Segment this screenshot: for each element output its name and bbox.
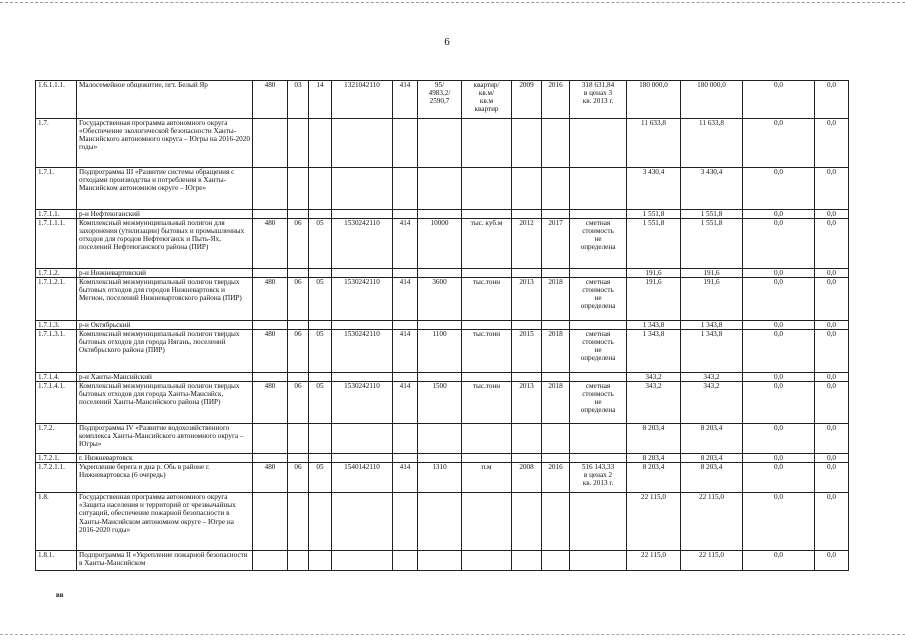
cell-funding-total: 191,6 <box>627 278 681 321</box>
cell-start-year <box>512 168 542 210</box>
cell-estimated-cost: сметная стоимость не определена <box>570 330 627 373</box>
cell-object-name: Комплексный межмуниципальный полигон твердых бытовых отходов для городов Нижневартовск и Мегион, поселений Нижневартовского района (ПИР) <box>77 278 253 321</box>
cell-section: 06 <box>288 463 309 493</box>
cell-subsection <box>309 551 332 571</box>
cell-funding-federal: 0,0 <box>743 551 815 571</box>
cell-funding-federal: 0,0 <box>743 463 815 493</box>
table-row <box>36 219 849 269</box>
cell-funding-total: 180 000,0 <box>627 81 681 119</box>
cell-funding-region: 1 343,8 <box>681 321 743 330</box>
cell-capacity-unit: тыс.тонн <box>462 382 512 424</box>
cell-subsection <box>309 373 332 382</box>
cell-target-article: 1540142110 <box>332 463 393 493</box>
cell-funding-federal: 0,0 <box>743 330 815 373</box>
cell-funding-federal: 0,0 <box>743 269 815 278</box>
cell-subsection <box>309 424 332 454</box>
cell-funding-region: 343,2 <box>681 373 743 382</box>
cell-number: 1.7.1.2.1. <box>36 278 77 321</box>
cell-expense-type <box>393 373 418 382</box>
cell-expense-type <box>393 119 418 168</box>
cell-funding-total: 22 115,0 <box>627 493 681 551</box>
cell-funding-local: 0,0 <box>815 219 849 269</box>
cell-funding-region: 343,2 <box>681 382 743 424</box>
cell-target-article <box>332 269 393 278</box>
cell-funding-local: 0,0 <box>815 81 849 119</box>
cell-capacity-unit: тыс.тонн <box>462 278 512 321</box>
cell-object-name: Комплексный межмуниципальный полигон твердых бытовых отходов для города Ханты-Мансийск, поселений Ханты-Мансийского района (ПИР) <box>77 382 253 424</box>
table-row <box>36 424 849 454</box>
cell-object-name: Государственная программа автономного округа «Защита населения и территорий от чрезвычайных ситуаций, обеспечение пожарной безопасности в Ханты-Мансийском автономном округе – Югре на 2016-2020 годы» <box>77 493 253 551</box>
footer-mark: вв <box>56 591 64 599</box>
cell-funding-local: 0,0 <box>815 463 849 493</box>
cell-funding-local: 0,0 <box>815 330 849 373</box>
cell-capacity <box>418 454 462 463</box>
cell-funding-local: 0,0 <box>815 493 849 551</box>
cell-estimated-cost: 516 143,33 в ценах 2 кв. 2013 г. <box>570 463 627 493</box>
cell-capacity <box>418 551 462 571</box>
cell-number: 1.6.1.1.1. <box>36 81 77 119</box>
cell-capacity <box>418 210 462 219</box>
cell-funding-local: 0,0 <box>815 269 849 278</box>
cell-capacity: 10000 <box>418 219 462 269</box>
scan-edge-bottom <box>0 634 905 635</box>
cell-funding-total: 1 551,8 <box>627 210 681 219</box>
cell-section: 06 <box>288 219 309 269</box>
cell-end-year <box>542 454 570 463</box>
cell-object-name: Укрепление берега и дна р. Обь в районе г. Нижневартовска (6 очередь) <box>77 463 253 493</box>
cell-funding-region: 180 000,0 <box>681 81 743 119</box>
cell-estimated-cost: 318 631,84 в ценах 3 кв. 2013 г. <box>570 81 627 119</box>
cell-estimated-cost <box>570 551 627 571</box>
cell-target-article <box>332 551 393 571</box>
cell-expense-type <box>393 321 418 330</box>
table-row <box>36 493 849 551</box>
cell-ministry-code <box>253 168 288 210</box>
cell-target-article <box>332 424 393 454</box>
cell-subsection: 14 <box>309 81 332 119</box>
cell-funding-local: 0,0 <box>815 168 849 210</box>
cell-subsection <box>309 493 332 551</box>
cell-number: 1.7.1.4. <box>36 373 77 382</box>
cell-funding-total: 8 203,4 <box>627 454 681 463</box>
cell-subsection <box>309 119 332 168</box>
cell-object-name: Подпрограмма II «Укрепление пожарной безопасности в Ханты-Мансийском <box>77 551 253 571</box>
cell-funding-total: 8 203,4 <box>627 424 681 454</box>
cell-ministry-code <box>253 493 288 551</box>
cell-target-article: 1321042110 <box>332 81 393 119</box>
cell-number: 1.7.1.4.1. <box>36 382 77 424</box>
cell-section: 06 <box>288 330 309 373</box>
cell-capacity-unit <box>462 454 512 463</box>
cell-funding-region: 191,6 <box>681 278 743 321</box>
cell-funding-federal: 0,0 <box>743 210 815 219</box>
cell-object-name: г. Нижневартовск <box>77 454 253 463</box>
cell-capacity-unit: квартир/ кв.м/ кв.м квартир <box>462 81 512 119</box>
cell-expense-type: 414 <box>393 81 418 119</box>
cell-ministry-code <box>253 424 288 454</box>
cell-capacity <box>418 493 462 551</box>
cell-expense-type <box>393 454 418 463</box>
cell-number: 1.8.1. <box>36 551 77 571</box>
cell-ministry-code <box>253 454 288 463</box>
cell-subsection <box>309 210 332 219</box>
cell-end-year <box>542 321 570 330</box>
table-row <box>36 454 849 463</box>
cell-target-article: 1530242110 <box>332 219 393 269</box>
cell-start-year <box>512 454 542 463</box>
page-number: 6 <box>444 36 450 48</box>
cell-end-year <box>542 119 570 168</box>
cell-subsection: 05 <box>309 382 332 424</box>
table-row <box>36 81 849 119</box>
cell-subsection: 05 <box>309 278 332 321</box>
cell-end-year: 2016 <box>542 463 570 493</box>
cell-capacity: 1310 <box>418 463 462 493</box>
cell-subsection: 05 <box>309 219 332 269</box>
cell-funding-total: 22 115,0 <box>627 551 681 571</box>
cell-target-article: 1530242110 <box>332 382 393 424</box>
cell-start-year: 2013 <box>512 278 542 321</box>
cell-funding-local: 0,0 <box>815 278 849 321</box>
cell-object-name: Подпрограмма III «Развитие системы обращения с отходами производства и потребления в Ханты-Мансийском автономном округе – Югре» <box>77 168 253 210</box>
cell-capacity: 3600 <box>418 278 462 321</box>
cell-funding-total: 11 633,8 <box>627 119 681 168</box>
cell-funding-local: 0,0 <box>815 321 849 330</box>
cell-funding-region: 8 203,4 <box>681 424 743 454</box>
table-row <box>36 463 849 493</box>
cell-section <box>288 321 309 330</box>
cell-funding-total: 1 551,8 <box>627 219 681 269</box>
cell-start-year: 2008 <box>512 463 542 493</box>
cell-start-year: 2013 <box>512 382 542 424</box>
cell-target-article: 1530242110 <box>332 330 393 373</box>
cell-end-year: 2018 <box>542 278 570 321</box>
cell-object-name: р-н Нижневартовский <box>77 269 253 278</box>
cell-end-year <box>542 168 570 210</box>
cell-funding-region: 1 343,8 <box>681 330 743 373</box>
cell-ministry-code: 480 <box>253 219 288 269</box>
cell-start-year <box>512 210 542 219</box>
cell-object-name: р-н Нефтеюганский <box>77 210 253 219</box>
cell-expense-type: 414 <box>393 382 418 424</box>
cell-funding-federal: 0,0 <box>743 382 815 424</box>
table-body <box>36 81 849 571</box>
table-row <box>36 382 849 424</box>
cell-subsection: 05 <box>309 463 332 493</box>
cell-estimated-cost: сметная стоимость не определена <box>570 219 627 269</box>
cell-funding-total: 1 343,8 <box>627 321 681 330</box>
cell-estimated-cost <box>570 321 627 330</box>
cell-object-name: Комплексный межмуниципальный полигон твердых бытовых отходов для города Нягань, поселений Октябрьского района (ПИР) <box>77 330 253 373</box>
cell-capacity <box>418 321 462 330</box>
cell-funding-local: 0,0 <box>815 373 849 382</box>
cell-target-article <box>332 210 393 219</box>
cell-target-article: 1530242110 <box>332 278 393 321</box>
cell-estimated-cost <box>570 454 627 463</box>
cell-funding-region: 8 203,4 <box>681 463 743 493</box>
cell-capacity-unit <box>462 269 512 278</box>
cell-funding-federal: 0,0 <box>743 219 815 269</box>
cell-section <box>288 424 309 454</box>
cell-funding-local: 0,0 <box>815 119 849 168</box>
cell-number: 1.7. <box>36 119 77 168</box>
cell-funding-federal: 0,0 <box>743 493 815 551</box>
cell-capacity-unit: тыс. куб.м <box>462 219 512 269</box>
cell-target-article <box>332 168 393 210</box>
cell-section <box>288 493 309 551</box>
cell-expense-type <box>393 551 418 571</box>
cell-capacity-unit: тыс.тонн <box>462 330 512 373</box>
cell-capacity: 95/ 4983,2/ 2590,7 <box>418 81 462 119</box>
cell-target-article <box>332 373 393 382</box>
cell-funding-region: 191,6 <box>681 269 743 278</box>
cell-end-year: 2018 <box>542 382 570 424</box>
cell-subsection <box>309 168 332 210</box>
cell-capacity-unit <box>462 321 512 330</box>
cell-funding-federal: 0,0 <box>743 119 815 168</box>
table-row <box>36 168 849 210</box>
table-row <box>36 210 849 219</box>
cell-ministry-code <box>253 119 288 168</box>
cell-start-year: 2009 <box>512 81 542 119</box>
cell-section <box>288 373 309 382</box>
cell-subsection <box>309 454 332 463</box>
cell-capacity <box>418 119 462 168</box>
cell-target-article <box>332 493 393 551</box>
cell-funding-region: 22 115,0 <box>681 551 743 571</box>
cell-number: 1.7.1.2. <box>36 269 77 278</box>
table-row <box>36 551 849 571</box>
cell-funding-total: 191,6 <box>627 269 681 278</box>
cell-start-year <box>512 551 542 571</box>
cell-funding-local: 0,0 <box>815 382 849 424</box>
cell-start-year: 2015 <box>512 330 542 373</box>
cell-estimated-cost <box>570 493 627 551</box>
scan-edge-top <box>0 2 905 3</box>
cell-number: 1.7.2.1.1. <box>36 463 77 493</box>
cell-object-name: Подпрограмма IV «Развитие водохозяйственного комплекса Ханты-Мансийского автономного округа – Югры» <box>77 424 253 454</box>
table-row <box>36 373 849 382</box>
cell-expense-type: 414 <box>393 330 418 373</box>
cell-subsection <box>309 321 332 330</box>
cell-section <box>288 454 309 463</box>
cell-estimated-cost <box>570 373 627 382</box>
cell-ministry-code <box>253 373 288 382</box>
cell-end-year <box>542 424 570 454</box>
cell-funding-federal: 0,0 <box>743 321 815 330</box>
cell-estimated-cost <box>570 424 627 454</box>
cell-estimated-cost <box>570 119 627 168</box>
cell-object-name: Комплексный межмуниципальный полигон для захоронения (утилизации) бытовых и промышленных отходов для городов Нефтеюганск и Пыть-Ях, поселений Нефтеюганского района (ПИР) <box>77 219 253 269</box>
cell-expense-type <box>393 168 418 210</box>
cell-capacity-unit <box>462 551 512 571</box>
cell-capacity-unit <box>462 210 512 219</box>
cell-section: 03 <box>288 81 309 119</box>
cell-funding-region: 22 115,0 <box>681 493 743 551</box>
cell-estimated-cost <box>570 269 627 278</box>
cell-ministry-code: 480 <box>253 382 288 424</box>
cell-section: 06 <box>288 278 309 321</box>
cell-section: 06 <box>288 382 309 424</box>
cell-end-year: 2017 <box>542 219 570 269</box>
cell-number: 1.7.1.3. <box>36 321 77 330</box>
cell-funding-total: 1 343,8 <box>627 330 681 373</box>
cell-capacity: 1100 <box>418 330 462 373</box>
cell-end-year: 2018 <box>542 330 570 373</box>
cell-start-year <box>512 321 542 330</box>
cell-funding-federal: 0,0 <box>743 373 815 382</box>
cell-funding-total: 8 203,4 <box>627 463 681 493</box>
cell-ministry-code: 480 <box>253 278 288 321</box>
cell-object-name: Малосемейное общежитие, пгт. Белый Яр <box>77 81 253 119</box>
cell-object-name: р-н Ханты-Мансийский <box>77 373 253 382</box>
cell-capacity <box>418 269 462 278</box>
cell-capacity-unit: п.м <box>462 463 512 493</box>
cell-funding-local: 0,0 <box>815 424 849 454</box>
table-row <box>36 269 849 278</box>
cell-target-article <box>332 321 393 330</box>
cell-ministry-code <box>253 269 288 278</box>
cell-funding-total: 3 430,4 <box>627 168 681 210</box>
cell-number: 1.7.2. <box>36 424 77 454</box>
cell-funding-local: 0,0 <box>815 210 849 219</box>
cell-section <box>288 551 309 571</box>
cell-expense-type: 414 <box>393 463 418 493</box>
table-row <box>36 330 849 373</box>
cell-funding-region: 8 203,4 <box>681 454 743 463</box>
cell-subsection: 05 <box>309 330 332 373</box>
cell-start-year <box>512 493 542 551</box>
cell-end-year <box>542 551 570 571</box>
cell-funding-region: 1 551,8 <box>681 210 743 219</box>
cell-estimated-cost <box>570 210 627 219</box>
cell-number: 1.7.1.1.1. <box>36 219 77 269</box>
cell-expense-type: 414 <box>393 219 418 269</box>
cell-end-year <box>542 493 570 551</box>
cell-section <box>288 119 309 168</box>
cell-capacity-unit <box>462 424 512 454</box>
cell-funding-federal: 0,0 <box>743 168 815 210</box>
cell-capacity-unit <box>462 168 512 210</box>
cell-funding-region: 11 633,8 <box>681 119 743 168</box>
cell-start-year <box>512 424 542 454</box>
investment-objects-table <box>35 80 849 571</box>
cell-capacity: 1500 <box>418 382 462 424</box>
cell-capacity-unit <box>462 493 512 551</box>
cell-ministry-code <box>253 321 288 330</box>
cell-start-year <box>512 373 542 382</box>
cell-section <box>288 168 309 210</box>
table-row <box>36 278 849 321</box>
cell-start-year <box>512 269 542 278</box>
cell-funding-region: 1 551,8 <box>681 219 743 269</box>
cell-end-year <box>542 373 570 382</box>
cell-object-name: р-н Октябрьский <box>77 321 253 330</box>
cell-ministry-code: 480 <box>253 330 288 373</box>
cell-capacity-unit <box>462 119 512 168</box>
cell-funding-local: 0,0 <box>815 454 849 463</box>
cell-funding-total: 343,2 <box>627 373 681 382</box>
cell-funding-federal: 0,0 <box>743 424 815 454</box>
cell-number: 1.7.1. <box>36 168 77 210</box>
cell-ministry-code: 480 <box>253 463 288 493</box>
cell-expense-type: 414 <box>393 278 418 321</box>
cell-expense-type <box>393 493 418 551</box>
cell-target-article <box>332 454 393 463</box>
cell-expense-type <box>393 210 418 219</box>
cell-capacity <box>418 424 462 454</box>
cell-start-year: 2012 <box>512 219 542 269</box>
cell-funding-region: 3 430,4 <box>681 168 743 210</box>
cell-number: 1.8. <box>36 493 77 551</box>
cell-estimated-cost: сметная стоимость не определена <box>570 382 627 424</box>
cell-end-year: 2016 <box>542 81 570 119</box>
cell-estimated-cost: сметная стоимость не определена <box>570 278 627 321</box>
cell-funding-federal: 0,0 <box>743 278 815 321</box>
cell-object-name: Государственная программа автономного округа «Обеспечение экологической безопасности Ханты-Мансийского автономного округа – Югры на 2016-2020 годы» <box>77 119 253 168</box>
cell-subsection <box>309 269 332 278</box>
cell-funding-federal: 0,0 <box>743 81 815 119</box>
table-row <box>36 321 849 330</box>
cell-ministry-code <box>253 551 288 571</box>
cell-funding-federal: 0,0 <box>743 454 815 463</box>
cell-expense-type <box>393 424 418 454</box>
cell-ministry-code: 480 <box>253 81 288 119</box>
cell-number: 1.7.1.3.1. <box>36 330 77 373</box>
cell-section <box>288 269 309 278</box>
cell-capacity <box>418 373 462 382</box>
cell-ministry-code <box>253 210 288 219</box>
cell-end-year <box>542 210 570 219</box>
cell-funding-local: 0,0 <box>815 551 849 571</box>
table-row <box>36 119 849 168</box>
cell-expense-type <box>393 269 418 278</box>
cell-estimated-cost <box>570 168 627 210</box>
cell-funding-total: 343,2 <box>627 382 681 424</box>
cell-section <box>288 210 309 219</box>
cell-end-year <box>542 269 570 278</box>
cell-number: 1.7.1.1. <box>36 210 77 219</box>
cell-number: 1.7.2.1. <box>36 454 77 463</box>
cell-capacity <box>418 168 462 210</box>
cell-start-year <box>512 119 542 168</box>
cell-capacity-unit <box>462 373 512 382</box>
cell-target-article <box>332 119 393 168</box>
